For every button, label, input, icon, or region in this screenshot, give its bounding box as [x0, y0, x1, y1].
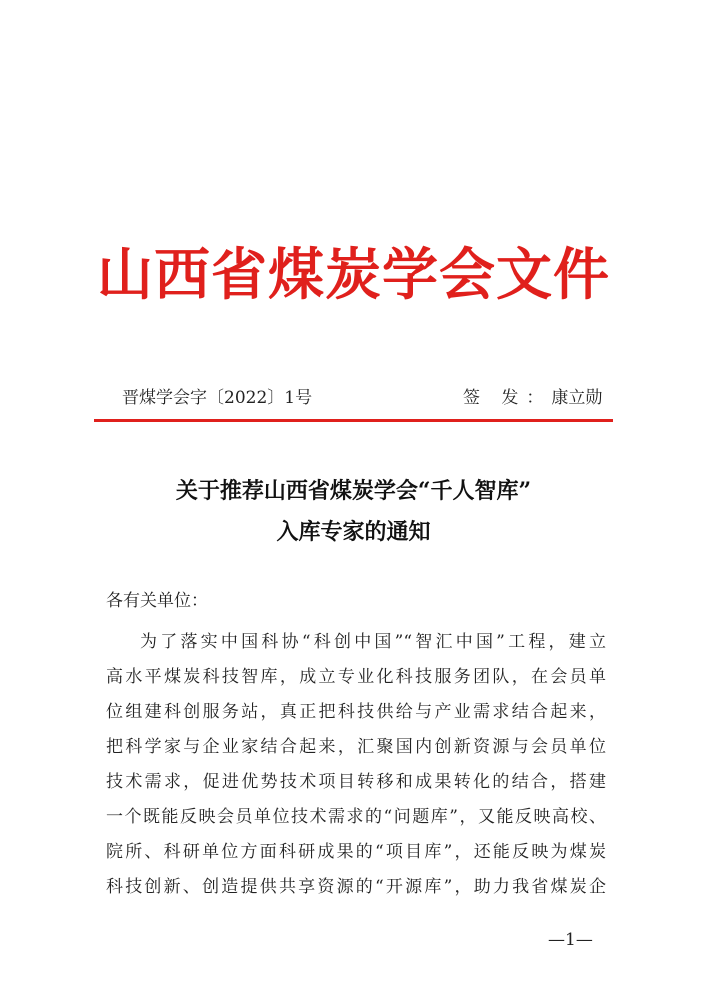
body-line: 科技创新、创造提供共享资源的“开源库”，助力我省煤炭企 [106, 877, 606, 897]
notice-title-line-2: 入库专家的通知 [276, 519, 431, 545]
body-line: 高水平煤炭科技智库，成立专业化科技服务团队，在会员单 [106, 667, 606, 687]
signer-name: 康立勋 [551, 388, 603, 408]
body-line: 位组建科创服务站，真正把科技供给与产业需求结合起来， [106, 702, 606, 722]
salutation: 各有关单位： [106, 591, 208, 611]
body-line: 为了落实中国科协“科创中国”“智汇中国”工程，建立 [140, 632, 606, 652]
body-line: 把科学家与企业家结合起来，汇聚国内创新资源与会员单位 [106, 737, 606, 757]
body-line: 技术需求，促进优势技术项目转移和成果转化的结合，搭建 [106, 772, 606, 792]
document-number: 晋煤学会字〔2022〕1号 [122, 388, 313, 408]
body-line: 一个既能反映会员单位技术需求的“问题库”，又能反映高校、 [106, 807, 606, 827]
red-divider-line [94, 419, 613, 422]
page-number: —1— [548, 930, 593, 950]
signer-line [463, 386, 602, 410]
body-line: 院所、科研单位方面科研成果的“项目库”，还能反映为煤炭 [106, 842, 606, 862]
notice-title-line-1: 关于推荐山西省煤炭学会“千人智库” [175, 478, 532, 504]
signer-label: 签 发： [463, 388, 552, 408]
document-masthead: 山西省煤炭学会文件 [97, 243, 610, 308]
